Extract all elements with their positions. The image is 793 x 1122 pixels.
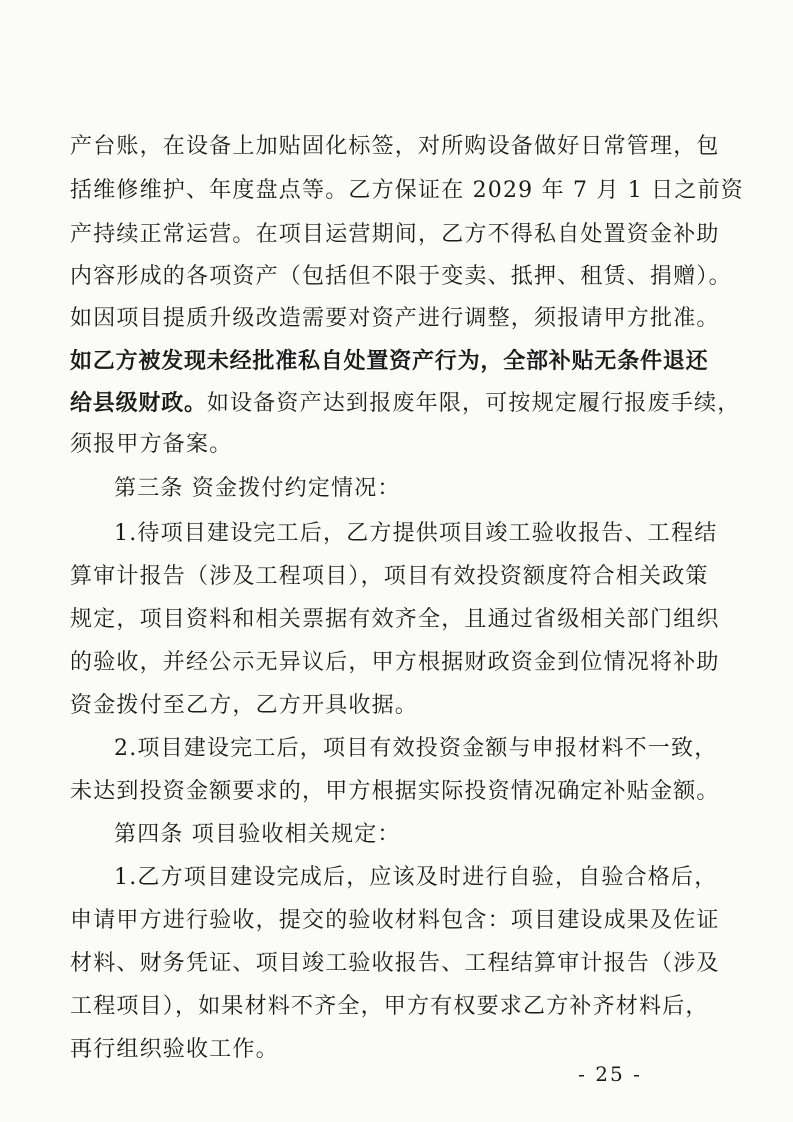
bold-text: 给县级财政。 [70,390,207,416]
bold-text: 如乙方被发现未经批准私自处置资产行为，全部补贴无条件退还 [70,348,709,374]
text-line: 2.项目建设完工后，项目有效投资金额与申报材料不一致， [114,736,718,761]
text-line: 须报甲方备案。 [70,432,233,457]
text-line: 产台账，在设备上加贴固化标签，对所购设备做好日常管理，包 [70,134,720,159]
text-line-mixed [70,388,740,418]
text-line: 资金拨付至乙方，乙方开具收据。 [70,693,419,718]
text-line: 的验收，并经公示无异议后，甲方根据财政资金到位情况将补助 [70,650,720,675]
article-heading: 第三条 资金拨付约定情况： [114,476,401,501]
normal-text: 如设备资产达到报废年限，可按规定履行报废手续， [206,391,741,416]
text-line: 工程项目），如果材料不齐全，甲方有权要求乙方补齐材料后， [70,994,709,1019]
text-line: 规定，项目资料和相关票据有效齐全，且通过省级相关部门组织 [70,607,720,632]
article-heading: 第四条 项目验收相关规定： [114,822,401,847]
text-line-bold [70,346,708,376]
text-line: 内容形成的各项资产（包括但不限于变卖、抵押、租赁、捐赠）。 [70,264,732,289]
text-line: 材料、财务凭证、项目竣工验收报告、工程结算审计报告（涉及 [70,951,720,976]
text-line: 产持续正常运营。在项目运营期间，乙方不得私自处置资金补助 [70,222,720,247]
text-line: 算审计报告（涉及工程项目），项目有效投资额度符合相关政策 [70,564,709,589]
text-line: 未达到投资金额要求的，甲方根据实际投资情况确定补贴金额。 [70,779,720,804]
text-line: 再行组织验收工作。 [70,1037,279,1062]
text-line: 如因项目提质升级改造需要对资产进行调整，须报请甲方批准。 [70,306,720,331]
text-line: 申请甲方进行验收，提交的验收材料包含：项目建设成果及佐证 [70,908,720,933]
text-line: 括维修维护、年度盘点等。乙方保证在 2029 年 7 月 1 日之前资 [70,178,744,203]
page-number: - 25 - [578,1062,642,1086]
text-line: 1.待项目建设完工后，乙方提供项目竣工验收报告、工程结 [114,521,718,546]
text-line: 1.乙方项目建设完成后，应该及时进行自验，自验合格后， [114,865,718,890]
